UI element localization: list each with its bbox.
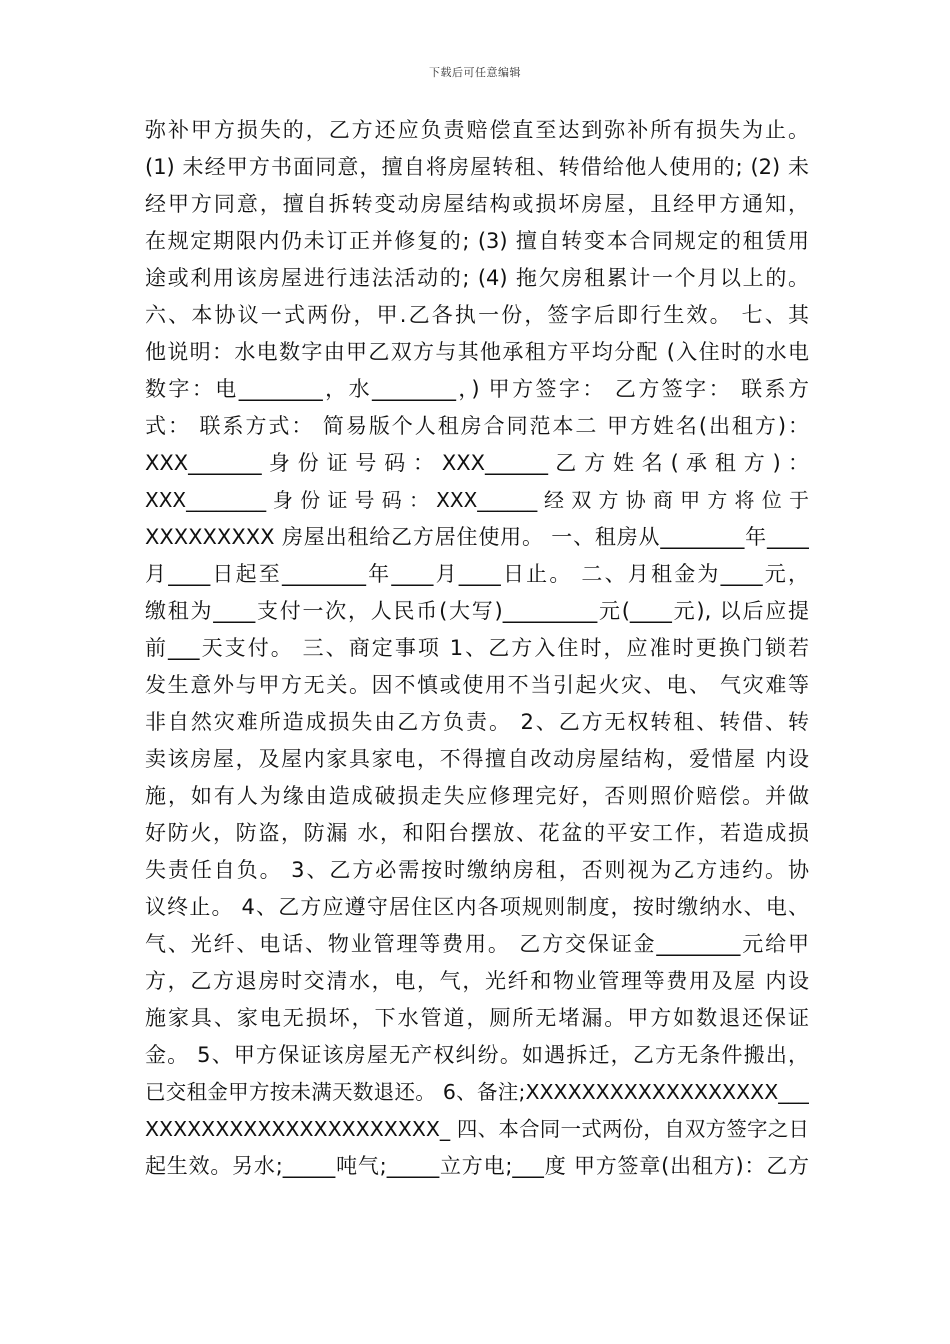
text-line: 月____日起至________年____月____日止。 二、月租金为____元， [145, 562, 809, 586]
text-line: 施家具、家电无损坏，下水管道，厕所无堵漏。甲方如数退还保证 [145, 1006, 809, 1030]
text-line: XXX________ 身 份 证 号 码 ： XXX______ 经 双 方 协 商 甲 方 将 位 于 [145, 488, 809, 512]
text-line: 发生意外与甲方无关。因不慎或使用不当引起火灾、电、 气灾难等 [145, 673, 809, 697]
text-line: 六、本协议一式两份，甲.乙各执一份，签字后即行生效。 七、其 [145, 303, 809, 327]
text-line: 非自然灾难所造成损失由乙方负责。 2、乙方无权转租、转借、转 [145, 710, 809, 734]
contract-body [145, 112, 809, 1185]
text-line: 已交租金甲方按未满天数退还。 6、备注;XXXXXXXXXXXXXXXXXX___ [145, 1080, 809, 1104]
text-line: 气、光纤、电话、物业管理等费用。 乙方交保证金________元给甲 [145, 932, 809, 956]
text-line: (1) 未经甲方书面同意，擅自将房屋转租、转借给他人使用的; (2) 未 [145, 155, 809, 179]
text-line: 途或利用该房屋进行违法活动的; (4) 拖欠房租累计一个月以上的。 [145, 266, 809, 290]
text-line: 方，乙方退房时交清水，电，气，光纤和物业管理等费用及屋 内设 [145, 969, 809, 993]
text-line: 式： 联系方式： 简易版个人租房合同范本二 甲方姓名(出租方)： [145, 414, 809, 438]
text-line: 金。 5、甲方保证该房屋无产权纠纷。如遇拆迁，乙方无条件搬出， [145, 1043, 809, 1067]
text-line: 失责任自负。 3、乙方必需按时缴纳房租，否则视为乙方违约。协 [145, 858, 809, 882]
text-line: 他说明：水电数字由甲乙双方与其他承租方平均分配 (入住时的水电 [145, 340, 809, 364]
text-line: 在规定期限内仍未订正并修复的; (3) 擅自转变本合同规定的租赁用 [145, 229, 809, 253]
text-line: 卖该房屋，及屋内家具家电，不得擅自改动房屋结构，爱惜屋 内设 [145, 747, 809, 771]
text-line: 数字：电________，水________，) 甲方签字： 乙方签字： 联系方 [145, 377, 809, 401]
text-line: 弥补甲方损失的，乙方还应负责赔偿直至达到弥补所有损失为止。 [145, 118, 809, 142]
text-line: 施，如有人为缘由造成破损走失应修理完好，否则照价赔偿。并做 [145, 784, 809, 808]
text-line: 前___天支付。 三、商定事项 1、乙方入住时，应准时更换门锁若 [145, 636, 809, 660]
text-line: XXX_______ 身 份 证 号 码 ： XXX______ 乙 方 姓 名 ( 承 租 方 ) ： [145, 451, 809, 475]
text-line: 议终止。 4、乙方应遵守居住区内各项规则制度，按时缴纳水、电、 [145, 895, 809, 919]
text-line: 经甲方同意，擅自拆转变动房屋结构或损坏房屋，且经甲方通知， [145, 192, 809, 216]
text-line: 好防火，防盗，防漏 水，和阳台摆放、花盆的平安工作，若造成损 [145, 821, 809, 845]
text-line: 缴租为____支付一次，人民币(大写)_________元(____元), 以后应提 [145, 599, 809, 623]
page-header: 下载后可任意编辑 [429, 66, 521, 79]
text-line: XXXXXXXXX 房屋出租给乙方居住使用。 一、租房从________年____ [145, 525, 809, 549]
text-line: 起生效。另水;_____吨气;_____立方电;___度 甲方签章(出租方)：乙方 [145, 1154, 809, 1178]
text-line: XXXXXXXXXXXXXXXXXXXXX_ 四、本合同一式两份，自双方签字之日 [145, 1117, 809, 1141]
